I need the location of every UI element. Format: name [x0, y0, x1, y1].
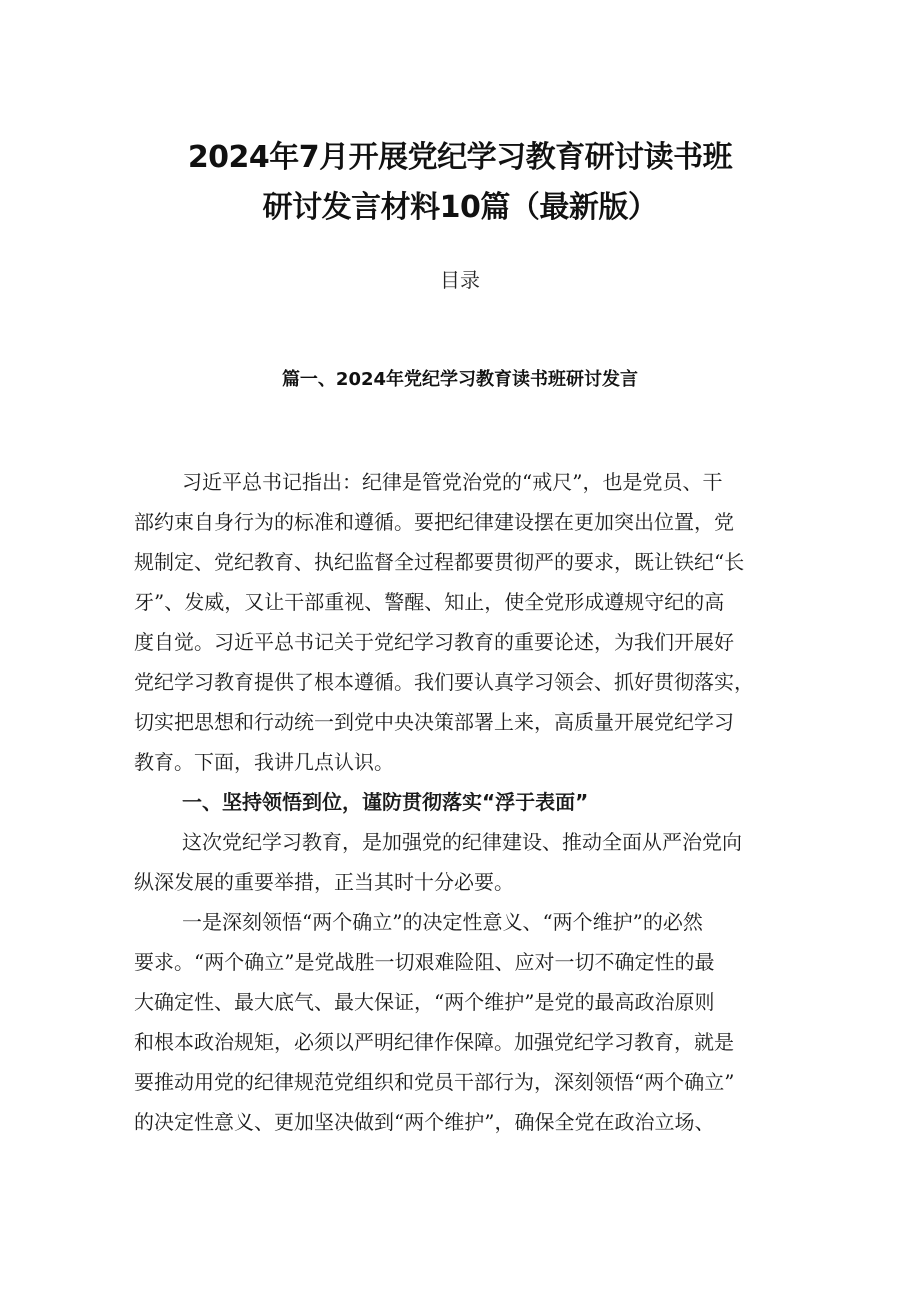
paragraph-line: 大确定性、最大底气、最大保证，“两个维护”是党的最高政治原则 [134, 990, 715, 1014]
document-title-line-1: 2024年7月开展党纪学习教育研讨读书班 [187, 140, 733, 175]
paragraph-line: 纵深发展的重要举措，正当其时十分必要。 [134, 870, 514, 894]
paragraph-line: 教育。下面，我讲几点认识。 [134, 750, 394, 774]
paragraph-line: 这次党纪学习教育，是加强党的纪律建设、推动全面从严治党向 [182, 830, 742, 854]
paragraph-line: 部约束自身行为的标准和遵循。要把纪律建设摆在更加突出位置，党 [134, 510, 734, 534]
toc-item: 篇一、2024年党纪学习教育读书班研讨发言 [281, 369, 639, 390]
toc-label: 目录 [440, 268, 480, 292]
paragraph-line: 度自觉。习近平总书记关于党纪学习教育的重要论述，为我们开展好 [134, 630, 734, 654]
paragraph-line: 的决定性意义、更加坚决做到“两个维护”，确保全党在政治立场、 [134, 1110, 715, 1134]
paragraph-line: 一是深刻领悟“两个确立”的决定性意义、“两个维护”的必然 [182, 910, 703, 934]
paragraph-line: 习近平总书记指出：纪律是管党治党的“戒尺”，也是党员、干 [182, 470, 723, 494]
body-text [134, 462, 790, 1142]
section-heading: 一、坚持领悟到位，谨防贯彻落实“浮于表面” [182, 790, 589, 814]
paragraph-line: 党纪学习教育提供了根本遵循。我们要认真学习领会、抓好贯彻落实， [134, 670, 754, 694]
paragraph-line: 切实把思想和行动统一到党中央决策部署上来，高质量开展党纪学习 [134, 710, 734, 734]
paragraph-line: 牙”、发威，又让干部重视、警醒、知止，使全党形成遵规守纪的高 [134, 590, 725, 614]
paragraph-line: 要求。“两个确立”是党战胜一切艰难险阻、应对一切不确定性的最 [134, 950, 715, 974]
paragraph-line: 规制定、党纪教育、执纪监督全过程都要贯彻严的要求，既让铁纪“长 [134, 550, 745, 574]
document-title-line-2: 研讨发言材料10篇（最新版） [262, 190, 658, 225]
paragraph-line: 和根本政治规矩，必须以严明纪律作保障。加强党纪学习教育，就是 [134, 1030, 734, 1054]
paragraph-line: 要推动用党的纪律规范党组织和党员干部行为，深刻领悟“两个确立” [134, 1070, 735, 1094]
